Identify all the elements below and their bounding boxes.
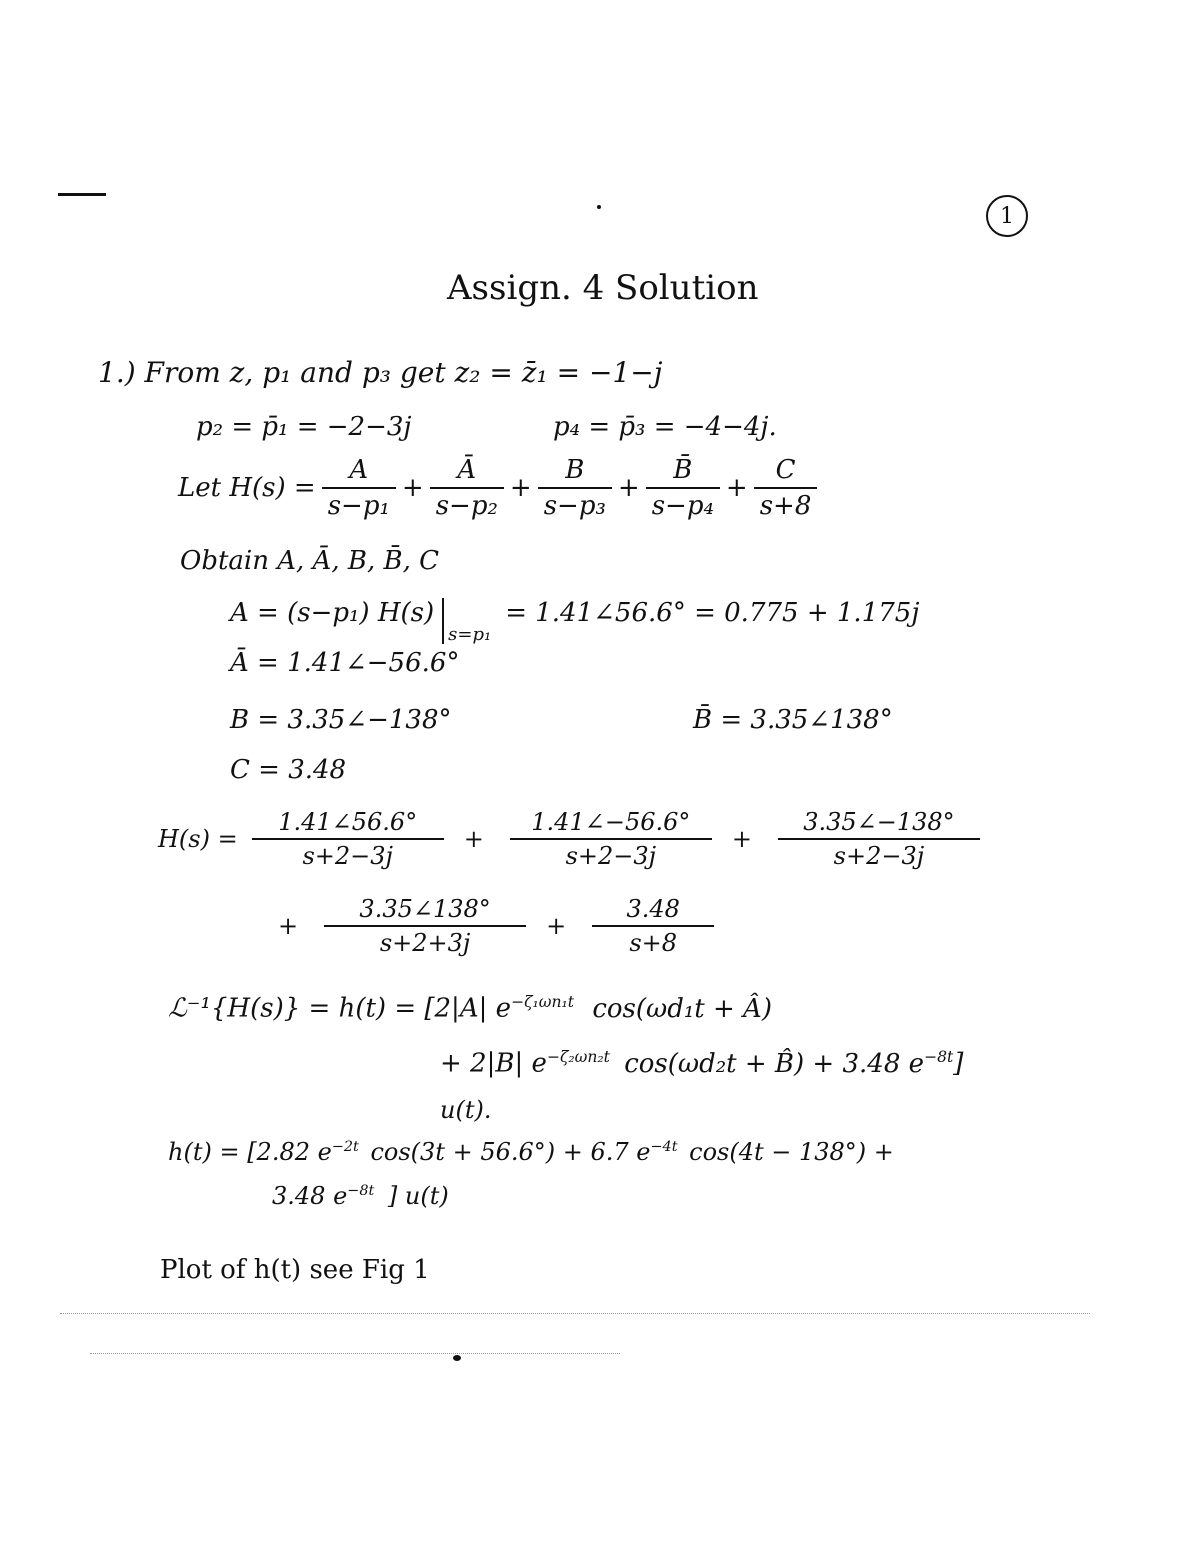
plus-sign: + — [278, 912, 299, 940]
ht2-exponent: −8t — [347, 1183, 375, 1199]
expansion-term-1-den: s+2−3j — [252, 838, 444, 870]
inv1-text: ℒ⁻¹{H(s)} = h(t) = [2|A| e — [168, 993, 512, 1024]
hs-label: H(s) = — [158, 825, 238, 853]
inv2-exponent-2: −8t — [924, 1048, 954, 1066]
expansion-term-4-num: 3.35∠138° — [359, 895, 491, 923]
inv2-end: ] — [953, 1048, 964, 1079]
inverse-laplace-line-1 — [168, 993, 772, 1024]
term-bbar — [646, 455, 720, 521]
a-eq-right: = 1.41∠56.6° = 0.775 + 1.175j — [505, 598, 920, 628]
expansion-row-1 — [158, 808, 986, 870]
inv2-text: + 2|B| e — [440, 1048, 547, 1079]
term-c-num: C — [775, 455, 796, 485]
problem-line-1 — [98, 356, 662, 389]
term-c-den: s+8 — [754, 487, 818, 521]
abar-equation — [230, 648, 459, 678]
term-abar — [430, 455, 504, 521]
eval-bar — [442, 598, 444, 644]
expansion-row-2 — [278, 895, 720, 957]
bbar-eq-text: B̄ = 3.35∠138° — [693, 705, 893, 735]
plus-sign: + — [401, 473, 424, 503]
expansion-term-1-num: 1.41∠56.6° — [278, 808, 418, 836]
expansion-term-4 — [324, 895, 526, 957]
ht-line-1 — [168, 1138, 894, 1166]
expansion-term-1 — [252, 808, 444, 870]
term-a — [322, 455, 396, 521]
let-label: Let H(s) = — [178, 473, 316, 503]
inv1-tail: cos(ωd₁t + Â) — [592, 993, 772, 1024]
inv1-exponent: −ζ₁ωn₁t — [511, 993, 575, 1011]
inv2-exponent: −ζ₂ωn₂t — [546, 1048, 610, 1066]
term-b-den: s−p₃ — [538, 487, 612, 521]
c-eq-text: C = 3.48 — [230, 755, 347, 785]
ht2-text: 3.48 e — [272, 1182, 348, 1210]
expansion-term-2-num: 1.41∠−56.6° — [531, 808, 691, 836]
plus-sign: + — [731, 825, 752, 853]
page-number-text: 1 — [1000, 203, 1014, 229]
expansion-term-2 — [510, 808, 712, 870]
problem-line-2a — [196, 412, 411, 442]
plot-note-text: Plot of h(t) see Fig 1 — [160, 1255, 430, 1285]
ht1-text: h(t) = [2.82 e — [168, 1138, 332, 1166]
expansion-term-5 — [592, 895, 714, 957]
term-abar-den: s−p₂ — [430, 487, 504, 521]
plus-sign: + — [617, 473, 640, 503]
c-equation — [230, 755, 346, 785]
line2a-text: p₂ = p̄₁ = −2−3j — [196, 412, 412, 442]
plus-sign: + — [463, 825, 484, 853]
expansion-term-2-den: s+2−3j — [510, 838, 712, 870]
expansion-term-5-den: s+8 — [592, 925, 714, 957]
term-abar-num: Ā — [457, 455, 477, 485]
a-eq-left: A = (s−p₁) H(s) — [230, 598, 435, 628]
b-equation — [230, 705, 452, 735]
term-bbar-den: s−p₄ — [646, 487, 720, 521]
term-c — [754, 455, 818, 521]
bbar-equation — [693, 705, 893, 735]
term-b-num: B — [565, 455, 585, 485]
expansion-term-5-num: 3.48 — [626, 895, 680, 923]
term-b — [538, 455, 612, 521]
plus-sign: + — [725, 473, 748, 503]
page-number — [986, 195, 1028, 237]
partial-fraction-form — [178, 455, 823, 521]
scan-dotted-line — [60, 1313, 1090, 1314]
ht2-tail: ] u(t) — [387, 1182, 449, 1210]
term-bbar-num: B̄ — [673, 455, 693, 485]
ht1-mid: cos(3t + 56.6°) + 6.7 e — [370, 1138, 651, 1166]
line2b-text: p₄ = p̄₃ = −4−4j. — [553, 412, 777, 442]
plot-note — [160, 1255, 430, 1285]
ht-line-2 — [272, 1182, 449, 1210]
expansion-term-4-den: s+2+3j — [324, 925, 526, 957]
a-eq-sub: s=p₁ — [448, 624, 492, 645]
obtain-text: Obtain A, Ā, B, B̄, C — [180, 546, 440, 576]
plus-sign: + — [509, 473, 532, 503]
inv3-text: u(t). — [440, 1096, 492, 1124]
inverse-laplace-line-2 — [440, 1048, 963, 1079]
scan-speck — [453, 1355, 461, 1361]
ht1-exponent-2: −4t — [650, 1139, 678, 1155]
scan-speck — [597, 205, 601, 209]
scan-mark — [58, 193, 106, 196]
b-eq-text: B = 3.35∠−138° — [230, 705, 452, 735]
abar-eq-text: Ā = 1.41∠−56.6° — [230, 648, 460, 678]
obtain-line — [180, 546, 439, 576]
inverse-laplace-line-3 — [440, 1096, 491, 1124]
scan-dotted-line — [90, 1353, 620, 1354]
inv2-tail: cos(ωd₂t + B̂) + 3.48 e — [624, 1048, 925, 1079]
a-equation — [230, 598, 919, 645]
plus-sign: + — [546, 912, 567, 940]
line1-text: 1.) From z, p₁ and p₃ get z₂ = z̄₁ = −1−j — [98, 356, 663, 389]
expansion-term-3-num: 3.35∠−138° — [803, 808, 955, 836]
expansion-term-3-den: s+2−3j — [778, 838, 980, 870]
ht1-exponent: −2t — [331, 1139, 359, 1155]
page-title — [447, 268, 758, 308]
expansion-term-3 — [778, 808, 980, 870]
problem-line-2b — [553, 412, 777, 442]
title-text: Assign. 4 Solution — [447, 268, 759, 308]
ht1-tail: cos(4t − 138°) + — [689, 1138, 894, 1166]
term-a-num: A — [349, 455, 369, 485]
term-a-den: s−p₁ — [322, 487, 396, 521]
